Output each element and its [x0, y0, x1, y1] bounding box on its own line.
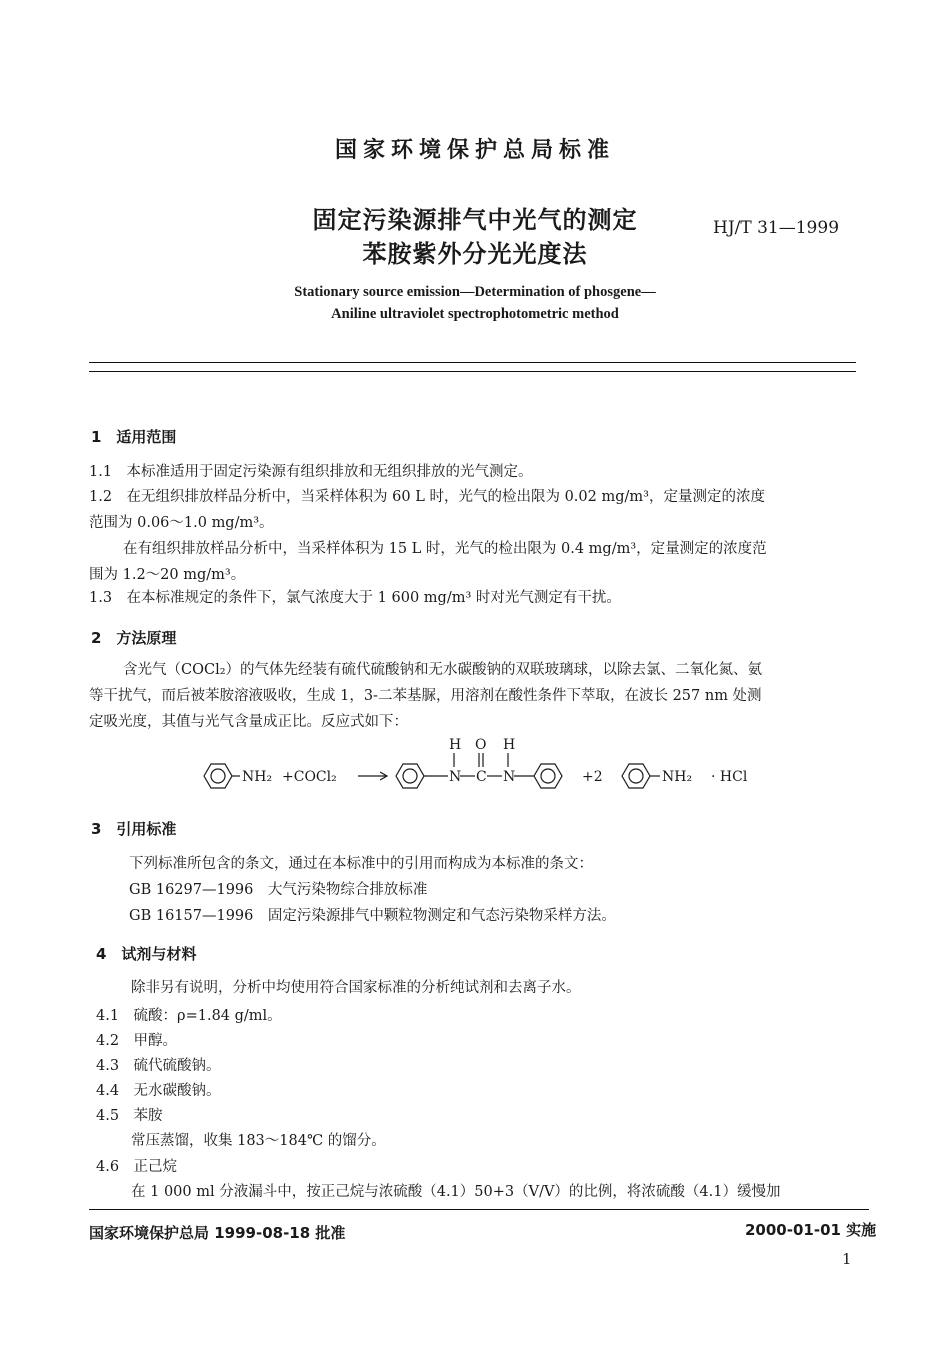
item-4-5-note: 常压蒸馏，收集 183～184℃ 的馏分。 — [131, 1133, 386, 1149]
eq-product-nh2: NH₂ — [662, 769, 693, 785]
section-4-heading: 4 试剂与材料 — [96, 945, 197, 963]
eq-top-h2: H — [503, 737, 516, 753]
reagents-intro: 除非另有说明，分析中均使用符合国家标准的分析纯试剂和去离子水。 — [131, 980, 581, 996]
benzene-ring-1 — [204, 764, 232, 788]
item-4-6-text: 在 1 000 ml 分液漏斗中，按正己烷与浓硫酸（4.1）50+3（V/V）的比例，将浓硫酸（4.1）缓慢加 — [131, 1184, 781, 1200]
reaction-equation — [190, 733, 790, 805]
footer-rule — [89, 1209, 869, 1210]
document-title-line1: 固定污染源排气中光气的测定 — [312, 206, 638, 234]
principle-line2: 等干扰气，而后被苯胺溶液吸收，生成 1，3-二苯基脲，用溶剂在酸性条件下萃取，在波长 257 nm 处测 — [89, 688, 762, 704]
references-intro: 下列标准所包含的条文，通过在本标准中的引用而构成为本标准的条文： — [129, 856, 593, 872]
clause-1-2-line4: 围为 1.2～20 mg/m³。 — [89, 567, 246, 583]
eq-reagent-cocl2: +COCl₂ — [282, 769, 337, 785]
clause-1-2-line2: 范围为 0.06～1.0 mg/m³。 — [89, 515, 274, 531]
document-title-line2: 苯胺紫外分光光度法 — [362, 240, 588, 268]
header-rule-top — [89, 362, 856, 363]
eq-top-o: O — [475, 737, 487, 753]
item-4-3: 4.3 硫代硫酸钠。 — [96, 1058, 221, 1074]
clause-1-2-line3: 在有组织排放样品分析中，当采样体积为 15 L 时，光气的检出限为 0.4 mg/m³，定量测定的浓度范 — [123, 541, 767, 557]
approval-note: 国家环境保护总局 1999-08-18 批准 — [89, 1224, 346, 1242]
reference-gb16157: GB 16157—1996 固定污染源排气中颗粒物测定和气态污染物采样方法。 — [129, 908, 616, 924]
clause-1-1: 1.1 本标准适用于固定污染源有组织排放和无组织排放的光气测定。 — [89, 464, 533, 480]
principle-line3: 定吸光度，其值与光气含量成正比。反应式如下： — [89, 714, 408, 730]
eq-c: C — [476, 769, 487, 785]
item-4-1: 4.1 硫酸：ρ=1.84 g/ml。 — [96, 1008, 282, 1024]
item-4-5: 4.5 苯胺 — [96, 1108, 163, 1124]
benzene-ring-3 — [534, 764, 562, 788]
clause-1-2-line1: 1.2 在无组织排放样品分析中，当采样体积为 60 L 时，光气的检出限为 0.02 mg/m³，定量测定的浓度 — [89, 489, 765, 505]
section-2-heading: 2 方法原理 — [91, 629, 177, 647]
benzene-ring-4 — [622, 764, 650, 788]
section-1-heading: 1 适用范围 — [91, 428, 177, 446]
section-3-heading: 3 引用标准 — [91, 820, 177, 838]
eq-n1: N — [449, 769, 462, 785]
clause-1-3: 1.3 在本标准规定的条件下，氯气浓度大于 1 600 mg/m³ 时对光气测定有干扰。 — [89, 590, 621, 606]
page-number: 1 — [842, 1250, 852, 1268]
item-4-6: 4.6 正己烷 — [96, 1159, 178, 1175]
item-4-4: 4.4 无水碳酸钠。 — [96, 1083, 221, 1099]
benzene-ring-2 — [396, 764, 424, 788]
eq-hcl: · HCl — [711, 769, 748, 785]
header-rule-bottom — [89, 371, 856, 372]
eq-top-h1: H — [449, 737, 462, 753]
eq-plus2: +2 — [582, 769, 603, 785]
eq-n2: N — [503, 769, 516, 785]
principle-line1: 含光气（COCl₂）的气体先经装有硫代硫酸钠和无水碳酸钠的双联玻璃球，以除去氯、二氧化氮、氨 — [123, 662, 763, 678]
effective-date: 2000-01-01 实施 — [745, 1221, 877, 1239]
eq-reactant-nh2: NH₂ — [242, 769, 273, 785]
english-title-line1: Stationary source emission—Determination of phosgene— — [294, 284, 656, 300]
agency-standard-title: 国家环境保护总局标准 — [334, 138, 615, 163]
english-title-line2: Aniline ultraviolet spectrophotometric method — [331, 306, 619, 322]
item-4-2: 4.2 甲醇。 — [96, 1033, 178, 1049]
reference-gb16297: GB 16297—1996 大气污染物综合排放标准 — [129, 882, 428, 898]
standard-code: HJ/T 31—1999 — [713, 218, 840, 238]
